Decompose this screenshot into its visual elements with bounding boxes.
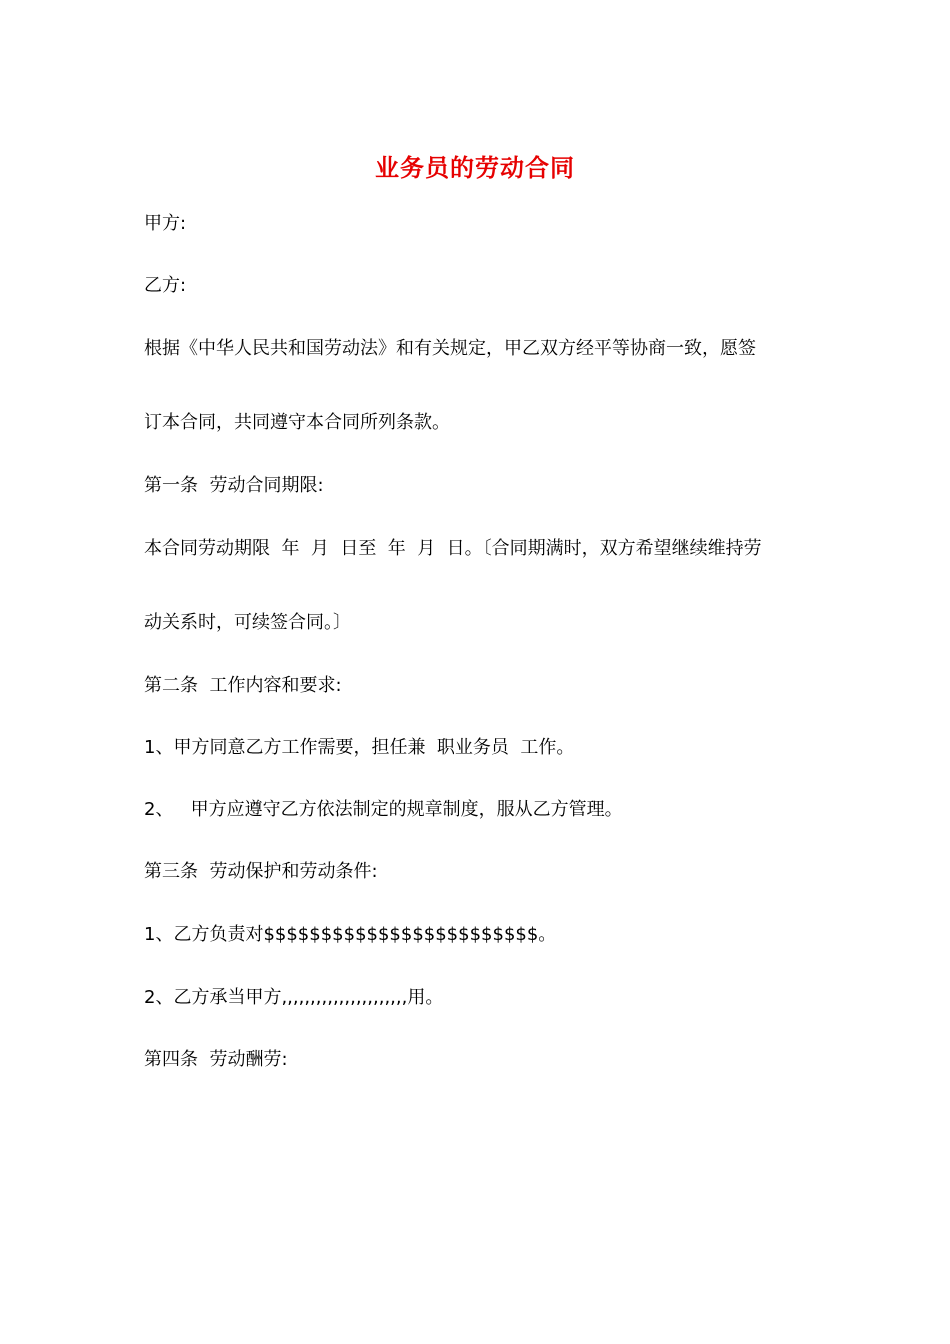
party-a-line: 甲方: xyxy=(144,213,187,234)
preamble-line-1: 根据《中华人民共和国劳动法》和有关规定，甲乙双方经平等协商一致，愿签 xyxy=(144,338,756,359)
article-2-item-2: 2、 甲方应遵守乙方依法制定的规章制度，服从乙方管理。 xyxy=(144,799,623,820)
article-3-heading: 第三条 劳动保护和劳动条件: xyxy=(144,861,378,882)
article-3-item-1: 1、乙方负责对$$$$$$$$$$$$$$$$$$$$$$$$。 xyxy=(144,924,557,945)
article-2-heading: 第二条 工作内容和要求: xyxy=(144,675,342,696)
article-1-text-line-1: 本合同劳动期限 年 月 日至 年 月 日。〔合同期满时，双方希望继续维持劳 xyxy=(144,538,762,559)
article-4-heading: 第四条 劳动酬劳: xyxy=(144,1049,288,1070)
party-b-line: 乙方: xyxy=(144,275,187,296)
article-1-heading: 第一条 劳动合同期限: xyxy=(144,475,324,496)
article-3-item-2: 2、乙方承当甲方,,,,,,,,,,,,,,,,,,,,,,用。 xyxy=(144,987,444,1008)
document-title: 业务员的劳动合同 xyxy=(375,153,575,182)
article-2-item-1: 1、甲方同意乙方工作需要，担任兼 职业务员 工作。 xyxy=(144,737,575,758)
preamble-line-2: 订本合同，共同遵守本合同所列条款。 xyxy=(144,412,450,433)
article-1-text-line-2: 动关系时，可续签合同。〕 xyxy=(144,612,351,633)
